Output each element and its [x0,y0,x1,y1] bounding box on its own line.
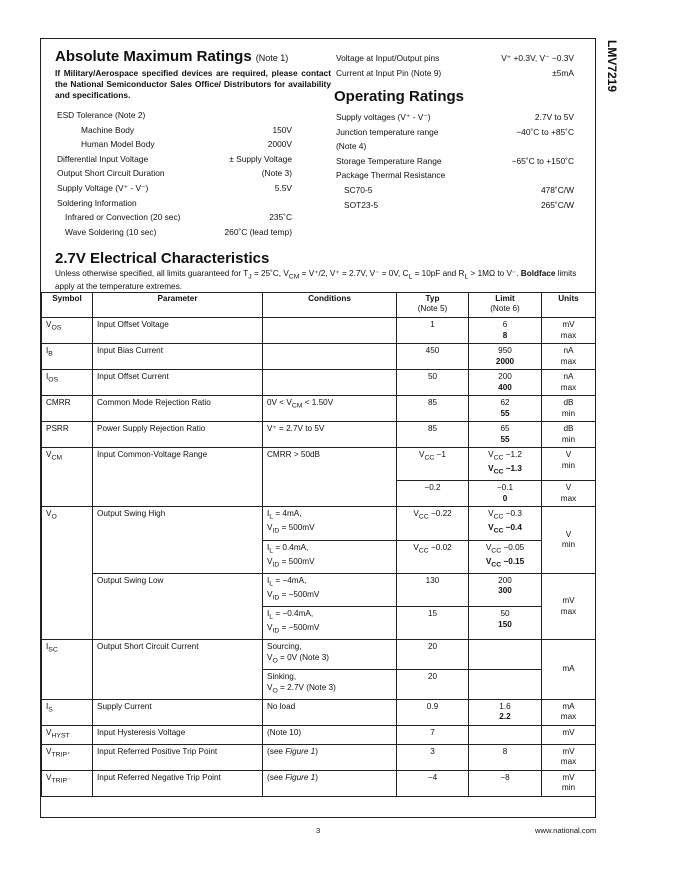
conditions-cell [263,370,397,396]
units-cell: V max [542,481,596,507]
units-cell: nA max [542,370,596,396]
table-row [42,770,596,796]
typ-cell: 85 [397,396,469,422]
rating-value: V⁺ +0.3V, V⁻ −0.3V [501,53,574,63]
rating-label: Voltage at Input/Output pins [336,53,440,63]
rating-value: 150V [272,124,292,135]
parameter-cell: Input Bias Current [93,344,263,370]
conditions-cell: Sourcing, $V_O = 0V$ (Note 3) [263,640,397,670]
table-row [42,699,596,725]
rating-label: Current at Input Pin (Note 9) [336,67,442,78]
parameter-cell: Output Swing Low [93,573,263,640]
units-cell: mV [542,725,596,744]
table-row [42,573,596,606]
parameter-cell: Input Common-Voltage Range [93,448,263,507]
header-limit: Limit (Note 6) [469,293,542,318]
rating-label: Machine Body [81,124,135,135]
website: www.national.com [535,826,597,835]
typ-cell: 20 [397,640,469,670]
rating-row [336,141,574,156]
rating-label: Differential Input Voltage [57,153,149,164]
limit-cell: 62 55 [469,396,542,422]
limit-cell [469,640,542,670]
rating-label: Junction temperature range [336,126,439,137]
parameter-cell: Input Offset Voltage [93,318,263,344]
typ-cell: 50 [397,370,469,396]
parameter-cell: Input Hysteresis Voltage [93,725,263,744]
operating-table [336,112,574,214]
amr-table-continued [336,53,574,82]
rating-value: −65˚C to +150˚C [511,155,574,166]
conditions-cell: (see Figure 1) [263,770,397,796]
conditions-cell: $I_L = -4mA$, $V_{ID} = -500mV$ [263,573,397,606]
parameter-cell: Common Mode Rejection Ratio [93,396,263,422]
table-row [42,422,596,448]
rating-label: ESD Tolerance (Note 2) [57,110,146,120]
rating-label: (Note 4) [336,141,367,152]
units-cell: mV max [542,744,596,770]
conditions-cell: $I_L = 4mA$, $V_{ID} = 500mV$ [263,507,397,540]
rating-row [336,170,574,185]
symbol-cell: CMRR [42,396,93,422]
conditions-cell: No load [263,699,397,725]
typ-cell: $V_{CC} -0.22$ [397,507,469,540]
limit-cell: 8 [469,744,542,770]
parameter-cell: Input Referred Negative Trip Point [93,770,263,796]
rating-row [57,227,292,242]
limit-cell: $V_{CC} -0.3$ $V_{CC} -0.4$ [469,507,542,540]
symbol-cell: $V_{OS}$ [42,318,93,344]
ec-header-row [42,293,596,318]
symbol-cell: $I_{OS}$ [42,370,93,396]
rating-value: ± Supply Voltage [229,153,292,164]
table-row [42,318,596,344]
amr-table [57,110,292,241]
limit-cell: $V_{CC} -0.05$ $V_{CC} -0.15$ [469,540,542,573]
rating-row [57,125,292,140]
parameter-cell: Output Short Circuit Current [93,640,263,699]
units-cell: V min [542,507,596,574]
typ-cell: −0.2 [397,481,469,507]
symbol-cell: $I_B$ [42,344,93,370]
typ-cell: 15 [397,607,469,640]
table-row [42,370,596,396]
rating-row [336,127,574,142]
table-row [42,744,596,770]
rating-value: 478˚C/W [540,184,574,195]
units-cell: mA max [542,699,596,725]
symbol-cell: $V_{HYST}$ [42,725,93,744]
rating-label: Supply voltages (V⁺ - V⁻) [336,112,431,122]
header-parameter: Parameter [93,293,263,318]
rating-row [336,156,574,171]
rating-row [336,53,574,68]
rating-row [336,112,574,127]
conditions-cell [263,318,397,344]
table-row [42,396,596,422]
limit-cell: 1.6 2.2 [469,699,542,725]
parameter-cell: Power Supply Rejection Ratio [93,422,263,448]
part-number: LMV7219 [605,40,619,93]
parameter-cell: Input Offset Current [93,370,263,396]
symbol-cell: $V_O$ [42,507,93,640]
conditions-cell: V⁺ = 2.7V to 5V [263,422,397,448]
rating-value: 235˚C [269,212,292,223]
header-typ: Typ (Note 5) [397,293,469,318]
typ-cell: 0.9 [397,699,469,725]
header-units: Units [542,293,596,318]
rating-row [57,212,292,227]
rating-value: (Note 3) [261,168,292,179]
limit-cell: 6 8 [469,318,542,344]
table-row [42,507,596,540]
header-symbol: Symbol [42,293,93,318]
units-cell: nA max [542,344,596,370]
units-cell: dB min [542,396,596,422]
ec-conditions-text: Unless otherwise specified, all limits guaranteed for $T_J$ = 25˚C, $V_{CM} = V^+/2$, V⁺ = 2.7V, V⁻ = 0V, $C_L = 10pF$ and $R_L > 1M\Omega$ to V⁻. Boldface limits apply at the temperature extremes. [55,269,577,292]
amr-note: (Note 1) [255,53,289,63]
limit-cell: −0.1 0 [469,481,542,507]
units-cell: mV max [542,318,596,344]
limit-cell: 200 400 [469,370,542,396]
units-cell: mV min [542,770,596,796]
ec-title: 2.7V Electrical Characteristics [55,250,270,267]
conditions-cell: Sinking, $V_O = 2.7V$ (Note 3) [263,670,397,700]
rating-value: 5.5V [274,182,292,193]
units-cell: mA [542,640,596,699]
typ-cell: $V_{CC} -0.02$ [397,540,469,573]
symbol-cell: PSRR [42,422,93,448]
typ-cell: −4 [397,770,469,796]
typ-cell: $V_{CC} -1$ [397,448,469,481]
typ-cell: 7 [397,725,469,744]
units-cell: dB min [542,422,596,448]
limit-cell: 200 300 [469,573,542,606]
conditions-cell: $I_L = -0.4mA$, $V_{ID} = -500mV$ [263,607,397,640]
symbol-cell: $V_{TRIP^-}$ [42,770,93,796]
rating-label: Soldering Information [57,197,137,208]
military-note: If Military/Aerospace specified devices are required, please contact the National Semiconductor Sales Office/ Distributors for availability and specifications. [55,68,331,100]
typ-cell: 20 [397,670,469,700]
symbol-cell: $I_S$ [42,699,93,725]
rating-row [57,139,292,154]
rating-row [57,183,292,198]
rating-value: 260˚C (lead temp) [224,226,292,237]
symbol-cell: $V_{TRIP^+}$ [42,744,93,770]
units-cell: mV max [542,573,596,640]
conditions-cell: CMRR > 50dB [263,448,397,507]
rating-label: SC70-5 [344,184,373,195]
conditions-cell: (see Figure 1) [263,744,397,770]
typ-cell: 130 [397,573,469,606]
rating-row [57,168,292,183]
operating-title: Operating Ratings [334,88,465,105]
rating-label: Wave Soldering (10 sec) [65,226,157,237]
rating-row [57,198,292,213]
typ-cell: 450 [397,344,469,370]
rating-value: −40˚C to +85˚C [516,126,574,137]
parameter-cell: Supply Current [93,699,263,725]
rating-label: Infrared or Convection (20 sec) [65,212,181,223]
rating-value: 265˚C/W [540,199,574,210]
ec-table [41,292,596,797]
limit-cell: $V_{CC} -1.2$ $V_{CC} -1.3$ [469,448,542,481]
rating-value: ±5mA [552,67,574,78]
conditions-cell: (Note 10) [263,725,397,744]
conditions-cell: $0V < V_{CM} < 1.50V$ [263,396,397,422]
typ-cell: 3 [397,744,469,770]
rating-row [336,200,574,215]
rating-label: SOT23-5 [344,199,378,210]
limit-cell [469,670,542,700]
limit-cell: 950 2000 [469,344,542,370]
conditions-cell: $I_L = 0.4mA$, $V_{ID} = 500mV$ [263,540,397,573]
rating-label: Package Thermal Resistance [336,170,446,181]
limit-cell: −8 [469,770,542,796]
limit-cell: 65 55 [469,422,542,448]
typ-cell: 85 [397,422,469,448]
rating-label: Supply Voltage (V⁺ - V⁻) [57,182,149,193]
header-conditions: Conditions [263,293,397,318]
parameter-cell: Input Referred Positive Trip Point [93,744,263,770]
table-row [42,725,596,744]
typ-cell: 1 [397,318,469,344]
rating-value: 2000V [267,139,292,150]
part-number-tab [601,40,625,160]
limit-cell [469,725,542,744]
amr-title: Absolute Maximum Ratings (Note 1) [55,48,289,65]
rating-row [336,68,574,83]
symbol-cell: $V_{CM}$ [42,448,93,507]
table-row [42,640,596,670]
rating-label: Output Short Circuit Duration [57,168,165,179]
rating-label: Storage Temperature Range [336,155,442,166]
table-row [42,448,596,481]
units-cell: V min [542,448,596,481]
page-number: 3 [316,826,321,835]
rating-row [57,110,292,125]
rating-row [336,185,574,200]
rating-value: 2.7V to 5V [534,112,574,122]
conditions-cell [263,344,397,370]
parameter-cell: Output Swing High [93,507,263,574]
limit-cell: 50 150 [469,607,542,640]
rating-row [57,154,292,169]
table-row [42,344,596,370]
rating-label: Human Model Body [81,139,155,150]
symbol-cell: $I_{SC}$ [42,640,93,699]
